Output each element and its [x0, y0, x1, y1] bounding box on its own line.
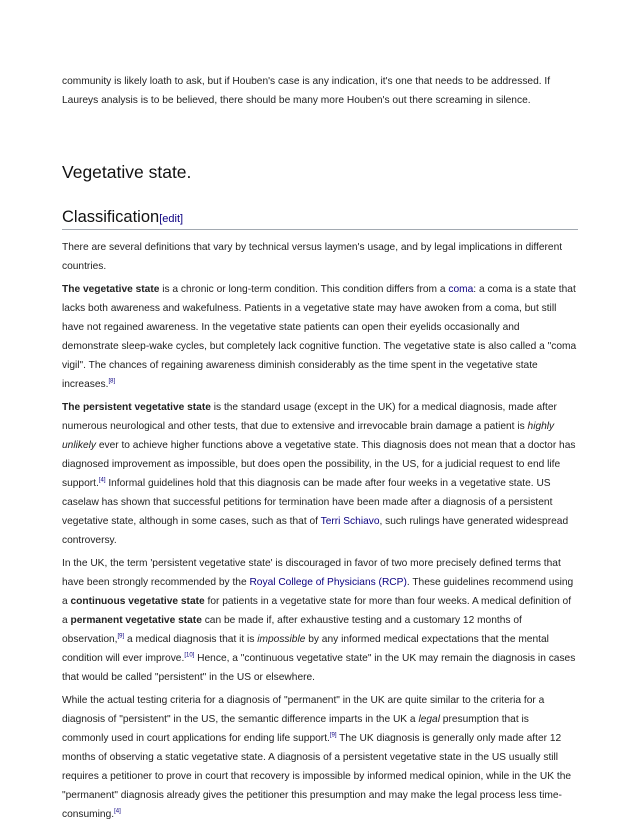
edit-bracket-close: ] [180, 213, 184, 225]
text-span: Informal guidelines hold that this diagnosis can be made after four weeks in a vegetative state. US caselaw has shown that successful petitions for termination have been made after a diagnosis of a persistent vegetative state, although in some cases, such as that of [62, 478, 553, 527]
text-span: is the standard usage (except in the UK) for a medical diagnosis, made after numerous neurological and other tests, that due to extensive and irrevocable brain damage a patient is [62, 402, 557, 432]
text-span: The UK diagnosis is generally only made after 12 months of observing a static vegetative state. A diagnosis of a persistent vegetative state in the US usually still requires a petitioner to prove in court that recovery is impossible by informed medical opinion, while in the UK the "permanent" diagnosis already gives the petitioner this presumption and may make the legal process less time-consuming. [62, 733, 572, 820]
text-span: can be made if, after exhaustive testing and a customary 12 months of observation, [62, 615, 522, 645]
reference-10[interactable]: [10] [184, 652, 195, 659]
section-heading-classification [62, 208, 578, 230]
paragraph-definitions: There are several definitions that vary by technical versus laymen's usage, and by legal implications in different countries. [62, 242, 563, 272]
edit-bracket-open: [ [159, 213, 163, 225]
emphasis-highly-unlikely: highly unlikely [62, 421, 555, 451]
paragraph-persistent-vegetative-state [62, 398, 578, 550]
text-span: In the UK, the term 'persistent vegetative state' is discouraged in favor of two more precisely defined terms that have been strongly recommended by the [62, 558, 561, 588]
reference-9[interactable]: [9] [329, 732, 337, 739]
paragraph-uk-terms [62, 554, 578, 687]
text-span: : a coma is a state that lacks both awareness and wakefulness. Patients in a vegetative state may have awoken from a coma, but still have not regained awareness. In the vegetative state patients can open their eyelids occasionally and demonstrate sleep-wake cycles, but completely lack cognitive function. The vegetative state is also called a "coma vigil". The chances of regaining awareness diminish considerably as the time spent in the vegetative state increases. [62, 284, 577, 390]
link-terri-schiavo[interactable]: Terri Schiavo [320, 516, 380, 527]
link-coma[interactable]: coma [448, 284, 474, 295]
text-span: , such rulings have generated widespread controversy. [62, 516, 569, 546]
page-title: Vegetative state. [62, 162, 192, 182]
term-continuous-vegetative-state: continuous vegetative state [70, 596, 205, 607]
text-span: . These guidelines recommend using a [62, 577, 574, 607]
intro-paragraph: community is likely loath to ask, but if Houben's case is any indication, it's one that needs to be addressed. If Laureys analysis is to be believed, there should be many more Houben's out there screaming in silence. [62, 76, 551, 106]
term-persistent-vegetative-state: The persistent vegetative state [62, 402, 211, 413]
edit-link[interactable]: edit [162, 213, 181, 225]
reference-4[interactable]: [4] [114, 808, 121, 815]
text-span: is a chronic or long-term condition. This condition differs from a [159, 284, 449, 295]
term-permanent-vegetative-state: permanent vegetative state [70, 615, 202, 626]
text-span: ever to achieve higher functions above a vegetative state. This diagnosis does not mean that a doctor has diagnosed improvement as impossible, but does open the possibility, in the US, for a judicial request to end life support. [62, 440, 576, 489]
text-span: presumption that is commonly used in court applications for ending life support. [62, 714, 529, 744]
text-span: Hence, a "continuous vegetative state" in the UK may remain the diagnosis in cases that would be called "persistent" in the US or elsewhere. [62, 653, 576, 683]
text-span: While the actual testing criteria for a diagnosis of "permanent" in the UK are quite similar to the criteria for a diagnosis of "persistent" in the US, the semantic difference imparts in the UK a [62, 695, 545, 725]
term-vegetative-state: The vegetative state [62, 284, 160, 295]
text-span: a medical diagnosis that it is [124, 634, 258, 645]
paragraph-testing-criteria [62, 691, 578, 824]
paragraph-vegetative-state [62, 280, 578, 394]
reference-9[interactable]: [9] [117, 633, 125, 640]
reference-4[interactable]: [4] [98, 477, 106, 484]
text-span: for patients in a vegetative state for more than four weeks. A medical definition of a [62, 596, 572, 626]
link-royal-college-of-physicians[interactable]: Royal College of Physicians (RCP) [249, 577, 407, 588]
section-title: Classification [62, 208, 160, 226]
reference-8[interactable]: [8] [108, 378, 116, 385]
text-span: by any informed medical expectations that the mental condition will ever improve. [62, 634, 549, 664]
emphasis-legal: legal [418, 714, 440, 725]
emphasis-impossible: impossible [257, 634, 306, 645]
